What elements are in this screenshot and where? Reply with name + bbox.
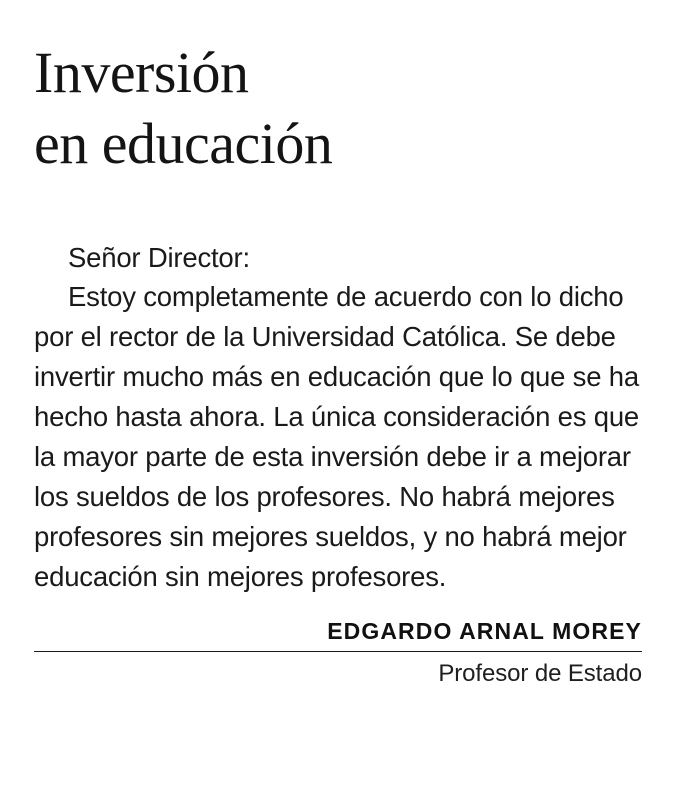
page-title <box>34 30 642 180</box>
letter-body <box>34 238 642 597</box>
author-name: EDGARDO ARNAL MOREY <box>327 618 642 645</box>
author-role: Profesor de Estado <box>438 660 642 688</box>
signature-divider <box>34 651 642 652</box>
page-title-line-1: Inversión <box>34 40 249 105</box>
body-paragraph: Estoy completamente de acuerdo con lo dicho por el rector de la Universidad Católica. Se debe invertir mucho más en educación que lo que se ha hecho hasta ahora. La única consideración es que la mayor parte de esta inversión debe ir a mejorar los sueldos de los profesores. No habrá mejores profesores sin mejores sueldos, y no habrá mejor educación sin mejores profesores. <box>34 281 640 592</box>
signature-block <box>34 618 642 688</box>
salutation: Señor Director: <box>68 241 250 273</box>
page-title-line-2: en educación <box>34 110 333 176</box>
